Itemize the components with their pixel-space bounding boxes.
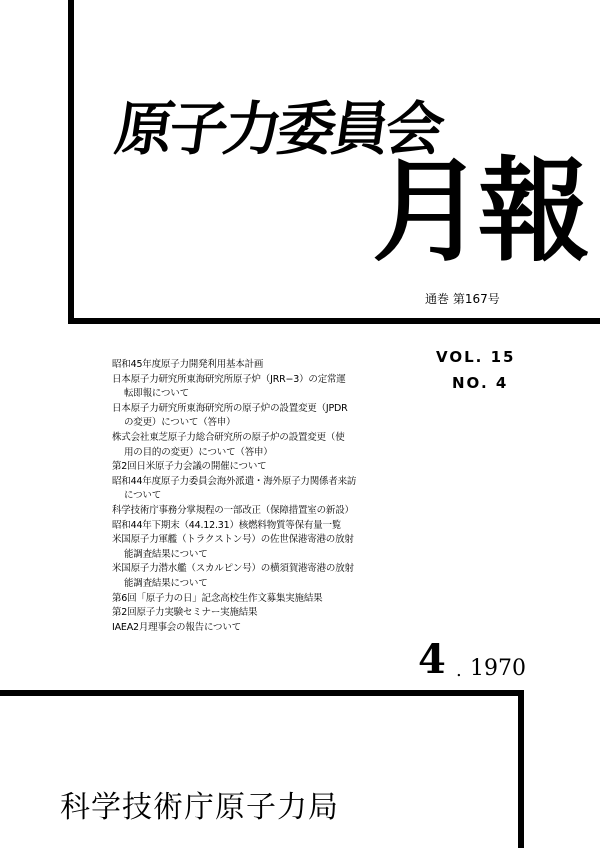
masthead-title: 原子力委員会 — [111, 95, 445, 163]
number-label: NO. 4 — [452, 374, 509, 392]
toc-entry: 第6回「原子力の日」記念高校生作文募集実施結果 — [112, 592, 323, 604]
toc-entry: について — [124, 490, 162, 502]
toc-entry: 米国原子力軍艦（トラクストン号）の佐世保港寄港の放射 — [112, 534, 354, 546]
issue-year: 1970 — [470, 656, 526, 681]
toc-entry: 第2回原子力実験セミナー実施結果 — [112, 607, 258, 619]
masthead-subtitle: 月報 — [372, 147, 584, 277]
frame-rule-right — [518, 690, 524, 848]
frame-rule-top-divider — [68, 318, 600, 324]
toc-entry: 米国原子力潜水艦（スカルピン号）の横須賀港寄港の放射 — [112, 563, 354, 575]
toc-entry: 昭和44年度原子力委員会海外派遣・海外原子力関係者来訪 — [112, 475, 357, 487]
issue-date-separator: . — [456, 660, 462, 681]
serial-issue-number: 通巻 第167号 — [425, 292, 500, 306]
frame-rule-bottom-divider — [0, 690, 524, 696]
toc-entry: 科学技術庁事務分掌規程の一部改正（保障措置室の新設） — [112, 504, 354, 516]
toc-entry: 日本原子力研究所東海研究所原子炉（JRR−3）の定常運 — [112, 373, 346, 385]
frame-rule-left — [68, 0, 74, 324]
volume-label: VOL. 15 — [436, 348, 516, 366]
publisher-name: 科学技術庁原子力局 — [60, 790, 339, 825]
toc-entry: 第2回日米原子力会議の開催について — [112, 461, 267, 473]
table-of-contents — [112, 358, 370, 635]
toc-entry: 昭和45年度原子力開発利用基本計画 — [112, 359, 264, 370]
toc-entry: IAEA2月理事会の報告について — [112, 621, 241, 633]
toc-entry: の変更）について（答申） — [124, 417, 236, 429]
toc-entry: 転即報について — [124, 388, 189, 400]
toc-entry: 能調査結果について — [124, 577, 208, 589]
toc-entry: 昭和44年下期末（44.12.31）核燃料物質等保有量一覧 — [112, 519, 342, 531]
issue-month: 4 — [418, 636, 446, 683]
toc-entry: 日本原子力研究所東海研究所の原子炉の設置変更（JPDR — [112, 402, 348, 414]
toc-entry: 株式会社東芝原子力総合研究所の原子炉の設置変更（使 — [112, 431, 345, 443]
toc-entry: 用の目的の変更）について（答申） — [124, 446, 273, 458]
toc-entry: 能調査結果について — [124, 548, 208, 560]
